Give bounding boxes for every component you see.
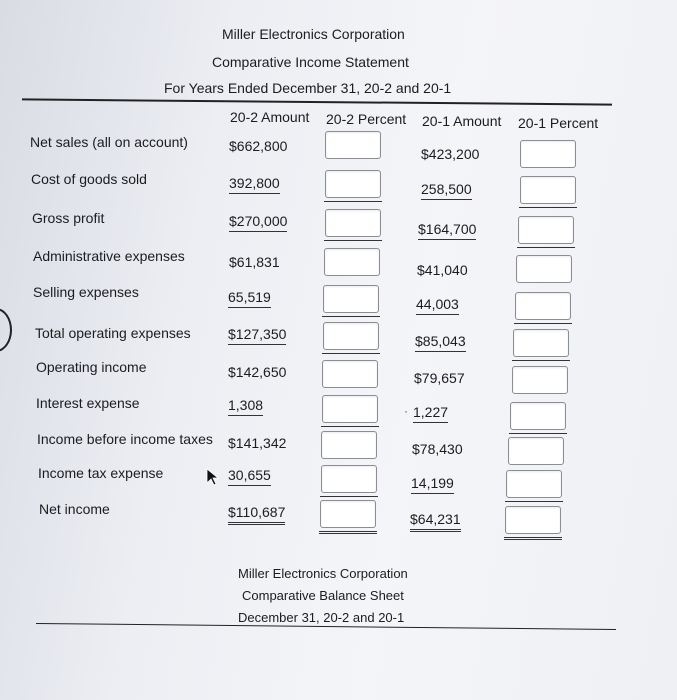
balance-sheet-company-name: Miller Electronics Corporation (238, 566, 408, 581)
selling-expenses-2022-percent-input[interactable] (323, 285, 379, 313)
net-sales-2021-amount: $423,200 (421, 146, 480, 162)
gross-profit-2022-amount: $270,000 (229, 213, 287, 232)
mouse-pointer-icon (206, 468, 220, 486)
total-opex-2022-amount: $127,350 (228, 326, 286, 345)
row-label-gross-profit: Gross profit (32, 210, 105, 226)
row-label-operating-income: Operating income (36, 359, 147, 375)
net-sales-2022-percent-input[interactable] (325, 131, 381, 159)
admin-expenses-2021-percent-input[interactable] (516, 255, 572, 283)
balance-sheet-title: Comparative Balance Sheet (242, 588, 404, 603)
total-opex-2021-amount: $85,043 (415, 333, 466, 352)
row-label-net-sales: Net sales (all on account) (30, 134, 188, 150)
income-tax-2022-amount: 30,655 (228, 467, 271, 486)
row-label-net-income: Net income (39, 501, 110, 517)
net-income-2022-amount: $110,687 (228, 504, 285, 525)
income-before-taxes-2022-amount: $141,342 (228, 435, 287, 451)
row-label-cost-of-goods-sold: Cost of goods sold (31, 171, 147, 187)
income-before-taxes-2021-percent-input[interactable] (508, 437, 564, 465)
cogs-2021-amount: 258,500 (421, 181, 472, 200)
interest-expense-2022-percent-input[interactable] (322, 395, 378, 423)
row-label-interest-expense: Interest expense (36, 395, 140, 411)
admin-expenses-2022-percent-input[interactable] (324, 248, 380, 276)
net-income-2021-percent-input[interactable] (505, 506, 561, 534)
income-tax-2022-percent-input[interactable] (321, 465, 377, 493)
admin-expenses-2022-amount: $61,831 (229, 254, 280, 270)
bullet-dot: · (404, 404, 408, 418)
statement-title: Comparative Income Statement (212, 54, 409, 70)
selling-expenses-2021-amount: 44,003 (416, 296, 459, 315)
net-sales-2021-percent-input[interactable] (520, 140, 576, 168)
gross-profit-2021-amount: $164,700 (418, 221, 476, 240)
operating-income-2022-amount: $142,650 (228, 364, 287, 380)
row-label-selling-expenses: Selling expenses (33, 284, 139, 300)
cogs-2022-amount: 392,800 (229, 175, 280, 194)
gross-profit-2022-percent-input[interactable] (325, 209, 381, 237)
row-label-administrative-expenses: Administrative expenses (33, 248, 185, 264)
income-before-taxes-2021-amount: $78,430 (412, 441, 463, 457)
income-tax-2021-amount: 14,199 (411, 475, 454, 494)
income-tax-2021-percent-input[interactable] (506, 470, 562, 498)
column-header-2022-percent: 20-2 Percent (326, 111, 407, 127)
interest-expense-2021-amount: 1,227 (413, 404, 448, 423)
statement-period: For Years Ended December 31, 20-2 and 20-1 (164, 80, 452, 96)
edge-circle-marker (0, 308, 12, 352)
company-name: Miller Electronics Corporation (222, 26, 405, 42)
header-rule (22, 98, 612, 105)
selling-expenses-2021-percent-input[interactable] (515, 292, 571, 320)
net-income-2022-percent-input[interactable] (320, 500, 376, 528)
cogs-2022-percent-input[interactable] (325, 170, 381, 198)
admin-expenses-2021-amount: $41,040 (417, 262, 468, 278)
operating-income-2021-amount: $79,657 (414, 370, 465, 386)
row-label-total-operating-expenses: Total operating expenses (35, 325, 191, 341)
cogs-2021-percent-input[interactable] (520, 176, 576, 204)
net-sales-2022-amount: $662,800 (229, 138, 288, 154)
gross-profit-2021-percent-input[interactable] (518, 216, 574, 244)
row-label-income-tax-expense: Income tax expense (38, 465, 164, 481)
interest-expense-2021-percent-input[interactable] (510, 402, 566, 430)
total-opex-2021-percent-input[interactable] (513, 329, 569, 357)
interest-expense-2022-amount: 1,308 (228, 397, 263, 416)
operating-income-2021-percent-input[interactable] (512, 366, 568, 394)
total-opex-2022-percent-input[interactable] (323, 322, 379, 350)
balance-sheet-period: December 31, 20-2 and 20-1 (238, 610, 405, 625)
selling-expenses-2022-amount: 65,519 (228, 289, 271, 308)
column-header-2022-amount: 20-2 Amount (230, 109, 310, 125)
column-header-2021-percent: 20-1 Percent (518, 115, 599, 131)
column-header-2021-amount: 20-1 Amount (422, 113, 502, 129)
operating-income-2022-percent-input[interactable] (322, 360, 378, 388)
income-before-taxes-2022-percent-input[interactable] (321, 431, 377, 459)
net-income-2021-amount: $64,231 (410, 511, 461, 532)
row-label-income-before-taxes: Income before income taxes (37, 431, 213, 447)
